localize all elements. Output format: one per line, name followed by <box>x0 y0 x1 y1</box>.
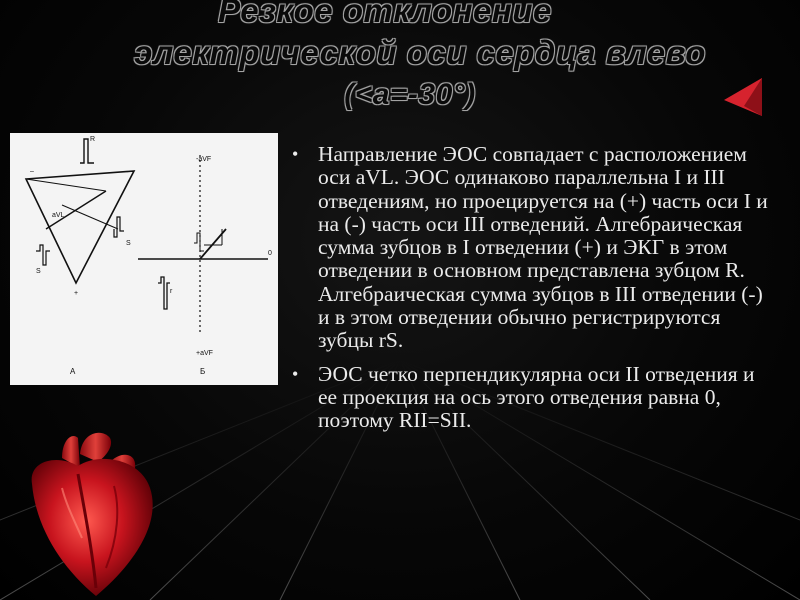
label-a: А <box>70 367 76 376</box>
bullet-dot-icon: • <box>292 144 299 164</box>
label-s: S <box>36 268 41 275</box>
anatomical-heart-icon <box>22 428 172 600</box>
bullet-text: Направление ЭОС совпадает с расположением оси aVL. ЭОС одинаково параллельна I и III отведениям, но проецируется на (+) часть оси I и на (-) часть оси III отведений. Алгебраическая сумма зубцов в I отведении (+) и ЭКГ в этом отведении в основном представлена зубцом R. Алгебраическая сумма зубцов в III отведении (-) и в этом отведении обычно регистрируются зубцы rS. <box>318 142 768 353</box>
label-plus-avf: +aVF <box>196 350 213 357</box>
label-r-small: r <box>170 288 173 295</box>
label-b: Б <box>200 367 206 376</box>
slide-title-line-1: Резкое отклонение <box>218 0 552 29</box>
label-r: R <box>90 136 96 143</box>
label-minus: – <box>30 168 34 175</box>
slide-title-line-3: (<а=-30°) <box>344 78 476 111</box>
ecg-axis-diagram-drawing <box>10 133 278 385</box>
bullet-text: ЭОС четко перпендикулярна оси II отведения и ее проекция на ось этого отведения равна 0, поэтому RII=SII. <box>318 361 755 433</box>
label-plus: + <box>74 290 79 297</box>
label-avl: aVL <box>52 212 65 219</box>
einthoven-triangle <box>26 171 134 283</box>
bullet-item <box>290 143 775 353</box>
bullet-dot-icon: • <box>292 363 299 384</box>
decorative-red-triangle-icon <box>718 76 766 118</box>
label-s-2: S <box>126 240 131 247</box>
label-minus-avf: -aVF <box>196 156 212 163</box>
label-zero: 0 <box>268 250 272 257</box>
slide-title-line-2: электрической оси сердца влево <box>134 34 706 71</box>
bullet-item <box>290 363 775 433</box>
bullet-list <box>290 143 775 443</box>
ecg-axis-diagram <box>10 133 278 385</box>
